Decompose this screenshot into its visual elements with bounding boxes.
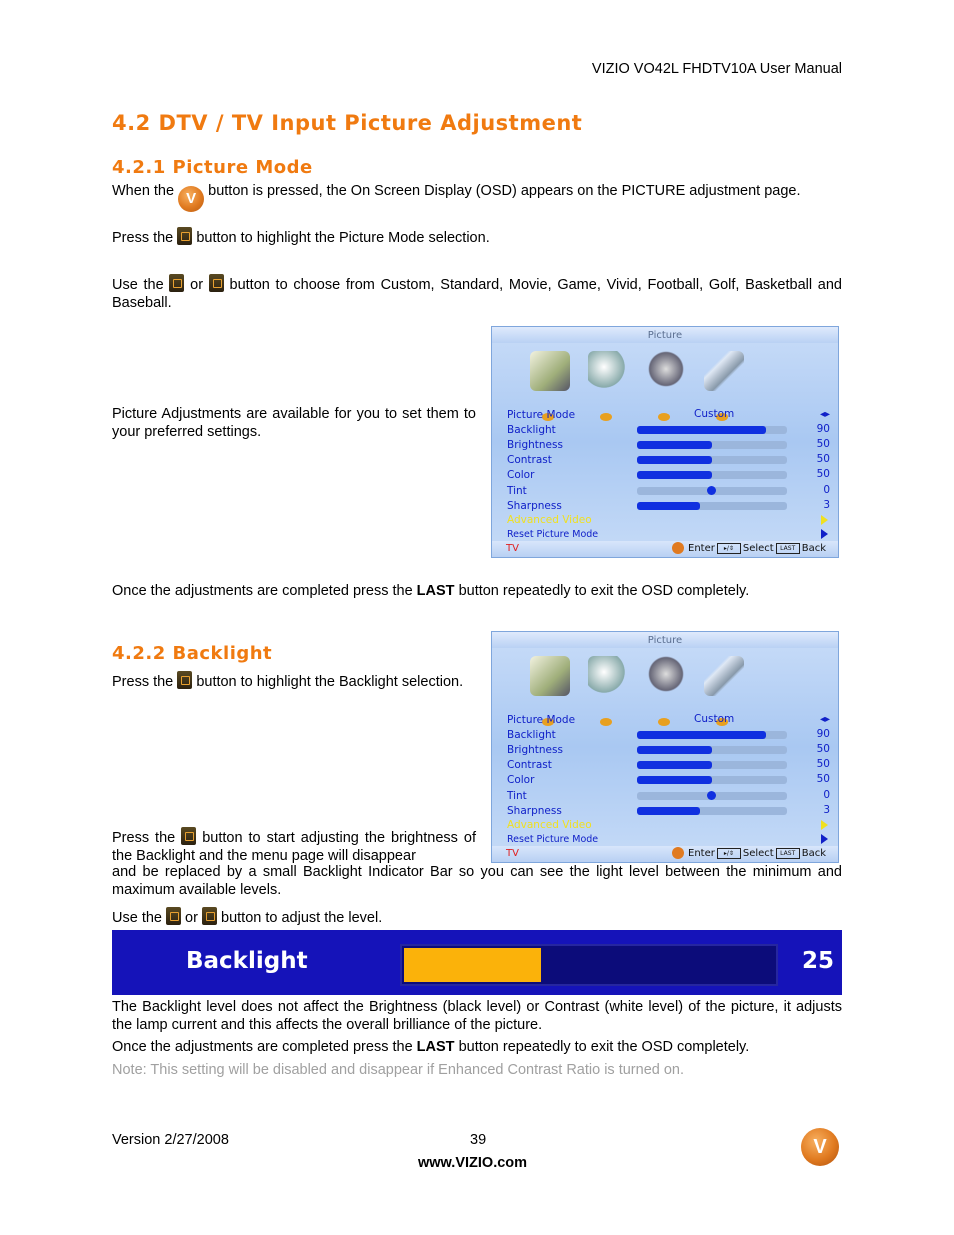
osd-tint-label: Tint [507, 790, 527, 802]
ok-key-icon: ▸/⇕ [717, 848, 741, 859]
osd-picture-menu [491, 326, 839, 558]
vizio-logo-icon: V [801, 1128, 839, 1166]
vizio-v-icon [672, 542, 684, 554]
advanced-arrow-icon [821, 820, 828, 830]
osd-sharpness-track [637, 807, 787, 815]
osd-contrast-value: 50 [816, 758, 830, 770]
osd-backlight-label: Backlight [507, 424, 556, 436]
right-arrow-button-icon [209, 274, 224, 292]
osd-bottom-bar [492, 846, 838, 862]
enter-hint: Enter [688, 848, 715, 859]
text: Press the [112, 674, 174, 690]
osd-tint-label: Tint [507, 485, 527, 497]
audio-icon [588, 351, 628, 391]
text: button to highlight the Picture Mode selection. [196, 230, 490, 246]
osd-contrast-value: 50 [816, 453, 830, 465]
osd-backlight-value: 90 [816, 728, 830, 740]
osd-backlight-label: Backlight [507, 729, 556, 741]
osd-input-label: TV [506, 543, 519, 554]
picture-adjustments-paragraph: Picture Adjustments are available for you to set them to your preferred settings. [112, 406, 476, 440]
osd-picture-mode-value: Custom [694, 408, 735, 420]
right-arrow-button-icon [181, 827, 196, 845]
audio-icon [588, 656, 628, 696]
left-right-arrows-icon: ◂▸ [819, 714, 830, 725]
footer-page-number: 39 [470, 1132, 487, 1148]
tv-picture-icon [530, 351, 570, 391]
osd-icon-row [522, 656, 802, 706]
reset-arrow-icon [821, 529, 828, 539]
last-key-text: LAST [416, 1039, 455, 1055]
vizio-v-button-icon: V [178, 186, 204, 212]
osd-contrast-label: Contrast [507, 454, 552, 466]
osd-icon-row [522, 351, 802, 401]
osd-contrast-track [637, 456, 787, 464]
osd-advanced-video-label: Advanced Video [507, 514, 592, 526]
osd-color-value: 50 [816, 773, 830, 785]
footer-version: Version 2/27/2008 [112, 1132, 229, 1148]
osd-tint-value: 0 [823, 789, 830, 801]
osd-title: Picture [647, 635, 683, 646]
text: When the [112, 183, 175, 199]
osd-hints [672, 542, 826, 554]
osd-backlight-fill [637, 426, 766, 434]
backlight-indicator-value: 25 [801, 948, 834, 974]
osd-contrast-label: Contrast [507, 759, 552, 771]
osd-input-label: TV [506, 848, 519, 859]
back-hint: Back [801, 543, 826, 554]
vizio-v-icon [672, 847, 684, 859]
left-right-arrows-icon: ◂▸ [819, 409, 830, 420]
text: Once the adjustments are completed press the [112, 583, 413, 599]
text: Use the [112, 910, 162, 926]
osd-color-value: 50 [816, 468, 830, 480]
osd-picture-menu-backlight [491, 631, 839, 863]
select-hint: Select [742, 848, 774, 859]
osd-bottom-bar [492, 541, 838, 557]
picture-mode-paragraph-1 [112, 182, 842, 212]
osd-sharpness-fill [637, 502, 700, 510]
text: Once the adjustments are completed press the [112, 1039, 413, 1055]
tv-tuner-icon [646, 351, 686, 391]
setup-tools-icon [704, 351, 744, 391]
osd-tint-value: 0 [823, 484, 830, 496]
backlight-indicator-fill [404, 948, 541, 982]
osd-color-label: Color [507, 774, 535, 786]
osd-backlight-track [637, 426, 787, 434]
osd-sharpness-fill [637, 807, 700, 815]
osd-picture-mode-label: Picture Mode [507, 714, 576, 726]
down-arrow-button-icon [177, 227, 192, 245]
text: button repeatedly to exit the OSD completely. [458, 583, 750, 599]
text: or [190, 277, 204, 293]
osd-color-track [637, 471, 787, 479]
back-hint: Back [801, 848, 826, 859]
advanced-arrow-icon [821, 515, 828, 525]
last-key-text: LAST [416, 583, 455, 599]
osd-brightness-label: Brightness [507, 744, 563, 756]
backlight-note: Note: This setting will be disabled and disappear if Enhanced Contrast Ratio is turned on. [112, 1062, 685, 1078]
enter-hint: Enter [688, 543, 715, 554]
backlight-paragraph-4: The Backlight level does not affect the Brightness (black level) or Contrast (white level) of the picture, it adjusts the lamp current and this affects the overall brilliance of the picture. [112, 999, 842, 1033]
text: button to start adjusting the brightness of the Backlight and the menu page will disappear [112, 830, 476, 864]
last-key-icon: LAST [776, 543, 800, 554]
down-arrow-button-icon [177, 671, 192, 689]
selection-dot [658, 718, 670, 726]
osd-sharpness-track [637, 502, 787, 510]
osd-sharpness-value: 3 [823, 804, 830, 816]
picture-mode-paragraph-2 [112, 227, 842, 247]
backlight-indicator-label: Backlight [186, 948, 308, 974]
select-hint: Select [742, 543, 774, 554]
left-arrow-button-icon [169, 274, 184, 292]
osd-brightness-label: Brightness [507, 439, 563, 451]
setup-tools-icon [704, 656, 744, 696]
backlight-paragraph-1 [112, 671, 476, 691]
osd-color-fill [637, 471, 712, 479]
reset-arrow-icon [821, 834, 828, 844]
osd-hints [672, 847, 826, 859]
selection-dot [658, 413, 670, 421]
backlight-indicator-bar [112, 930, 842, 995]
tv-tuner-icon [646, 656, 686, 696]
text: Press the [112, 230, 174, 246]
text: button is pressed, the On Screen Display (OSD) appears on the PICTURE adjustment page. [208, 183, 801, 199]
osd-title: Picture [647, 330, 683, 341]
osd-reset-label: Reset Picture Mode [507, 834, 599, 845]
left-arrow-button-icon [166, 907, 181, 925]
footer-url[interactable]: www.VIZIO.com [418, 1155, 528, 1171]
picture-mode-paragraph-exit [112, 582, 842, 600]
osd-sharpness-label: Sharpness [507, 805, 562, 817]
osd-sharpness-label: Sharpness [507, 500, 562, 512]
text: button to adjust the level. [221, 910, 383, 926]
osd-tint-track [637, 792, 787, 800]
backlight-paragraph-3 [112, 907, 842, 927]
text: button repeatedly to exit the OSD completely. [458, 1039, 750, 1055]
osd-contrast-fill [637, 761, 712, 769]
text: button to choose from Custom, Standard, Movie, Game, Vivid, Football, Golf, Basketball and Baseball. [112, 277, 843, 311]
selection-dot [600, 413, 612, 421]
backlight-paragraph-2 [112, 827, 476, 865]
osd-brightness-fill [637, 746, 712, 754]
osd-picture-mode-value: Custom [694, 713, 735, 725]
osd-color-label: Color [507, 469, 535, 481]
osd-brightness-track [637, 441, 787, 449]
picture-mode-paragraph-3 [112, 274, 842, 312]
text: Press the [112, 830, 176, 846]
osd-backlight-value: 90 [816, 423, 830, 435]
osd-tint-track [637, 487, 787, 495]
manual-title: VIZIO VO42L FHDTV10A User Manual [591, 61, 842, 77]
osd-brightness-value: 50 [816, 438, 830, 450]
osd-brightness-track [637, 746, 787, 754]
right-arrow-button-icon [202, 907, 217, 925]
osd-contrast-track [637, 761, 787, 769]
section-title: 4.2 DTV / TV Input Picture Adjustment [112, 111, 583, 135]
osd-contrast-fill [637, 456, 712, 464]
picture-mode-heading: 4.2.1 Picture Mode [112, 157, 313, 178]
osd-sharpness-value: 3 [823, 499, 830, 511]
text: or [185, 910, 198, 926]
text: button to highlight the Backlight selection. [196, 674, 464, 690]
backlight-heading: 4.2.2 Backlight [112, 643, 273, 664]
osd-backlight-fill [637, 731, 766, 739]
osd-reset-label: Reset Picture Mode [507, 529, 599, 540]
osd-brightness-fill [637, 441, 712, 449]
backlight-paragraph-2-cont: and be replaced by a small Backlight Indicator Bar so you can see the light level between the minimum and maximum available levels. [112, 864, 842, 898]
osd-tint-knob [707, 791, 716, 800]
backlight-indicator-track [400, 944, 778, 986]
ok-key-icon: ▸/⇕ [717, 543, 741, 554]
osd-color-track [637, 776, 787, 784]
osd-color-fill [637, 776, 712, 784]
selection-dot [600, 718, 612, 726]
osd-backlight-track [637, 731, 787, 739]
osd-tint-knob [707, 486, 716, 495]
backlight-paragraph-exit [112, 1038, 842, 1056]
osd-advanced-video-label: Advanced Video [507, 819, 592, 831]
tv-picture-icon [530, 656, 570, 696]
text: Use the [112, 277, 164, 293]
last-key-icon: LAST [776, 848, 800, 859]
osd-picture-mode-label: Picture Mode [507, 409, 576, 421]
osd-brightness-value: 50 [816, 743, 830, 755]
